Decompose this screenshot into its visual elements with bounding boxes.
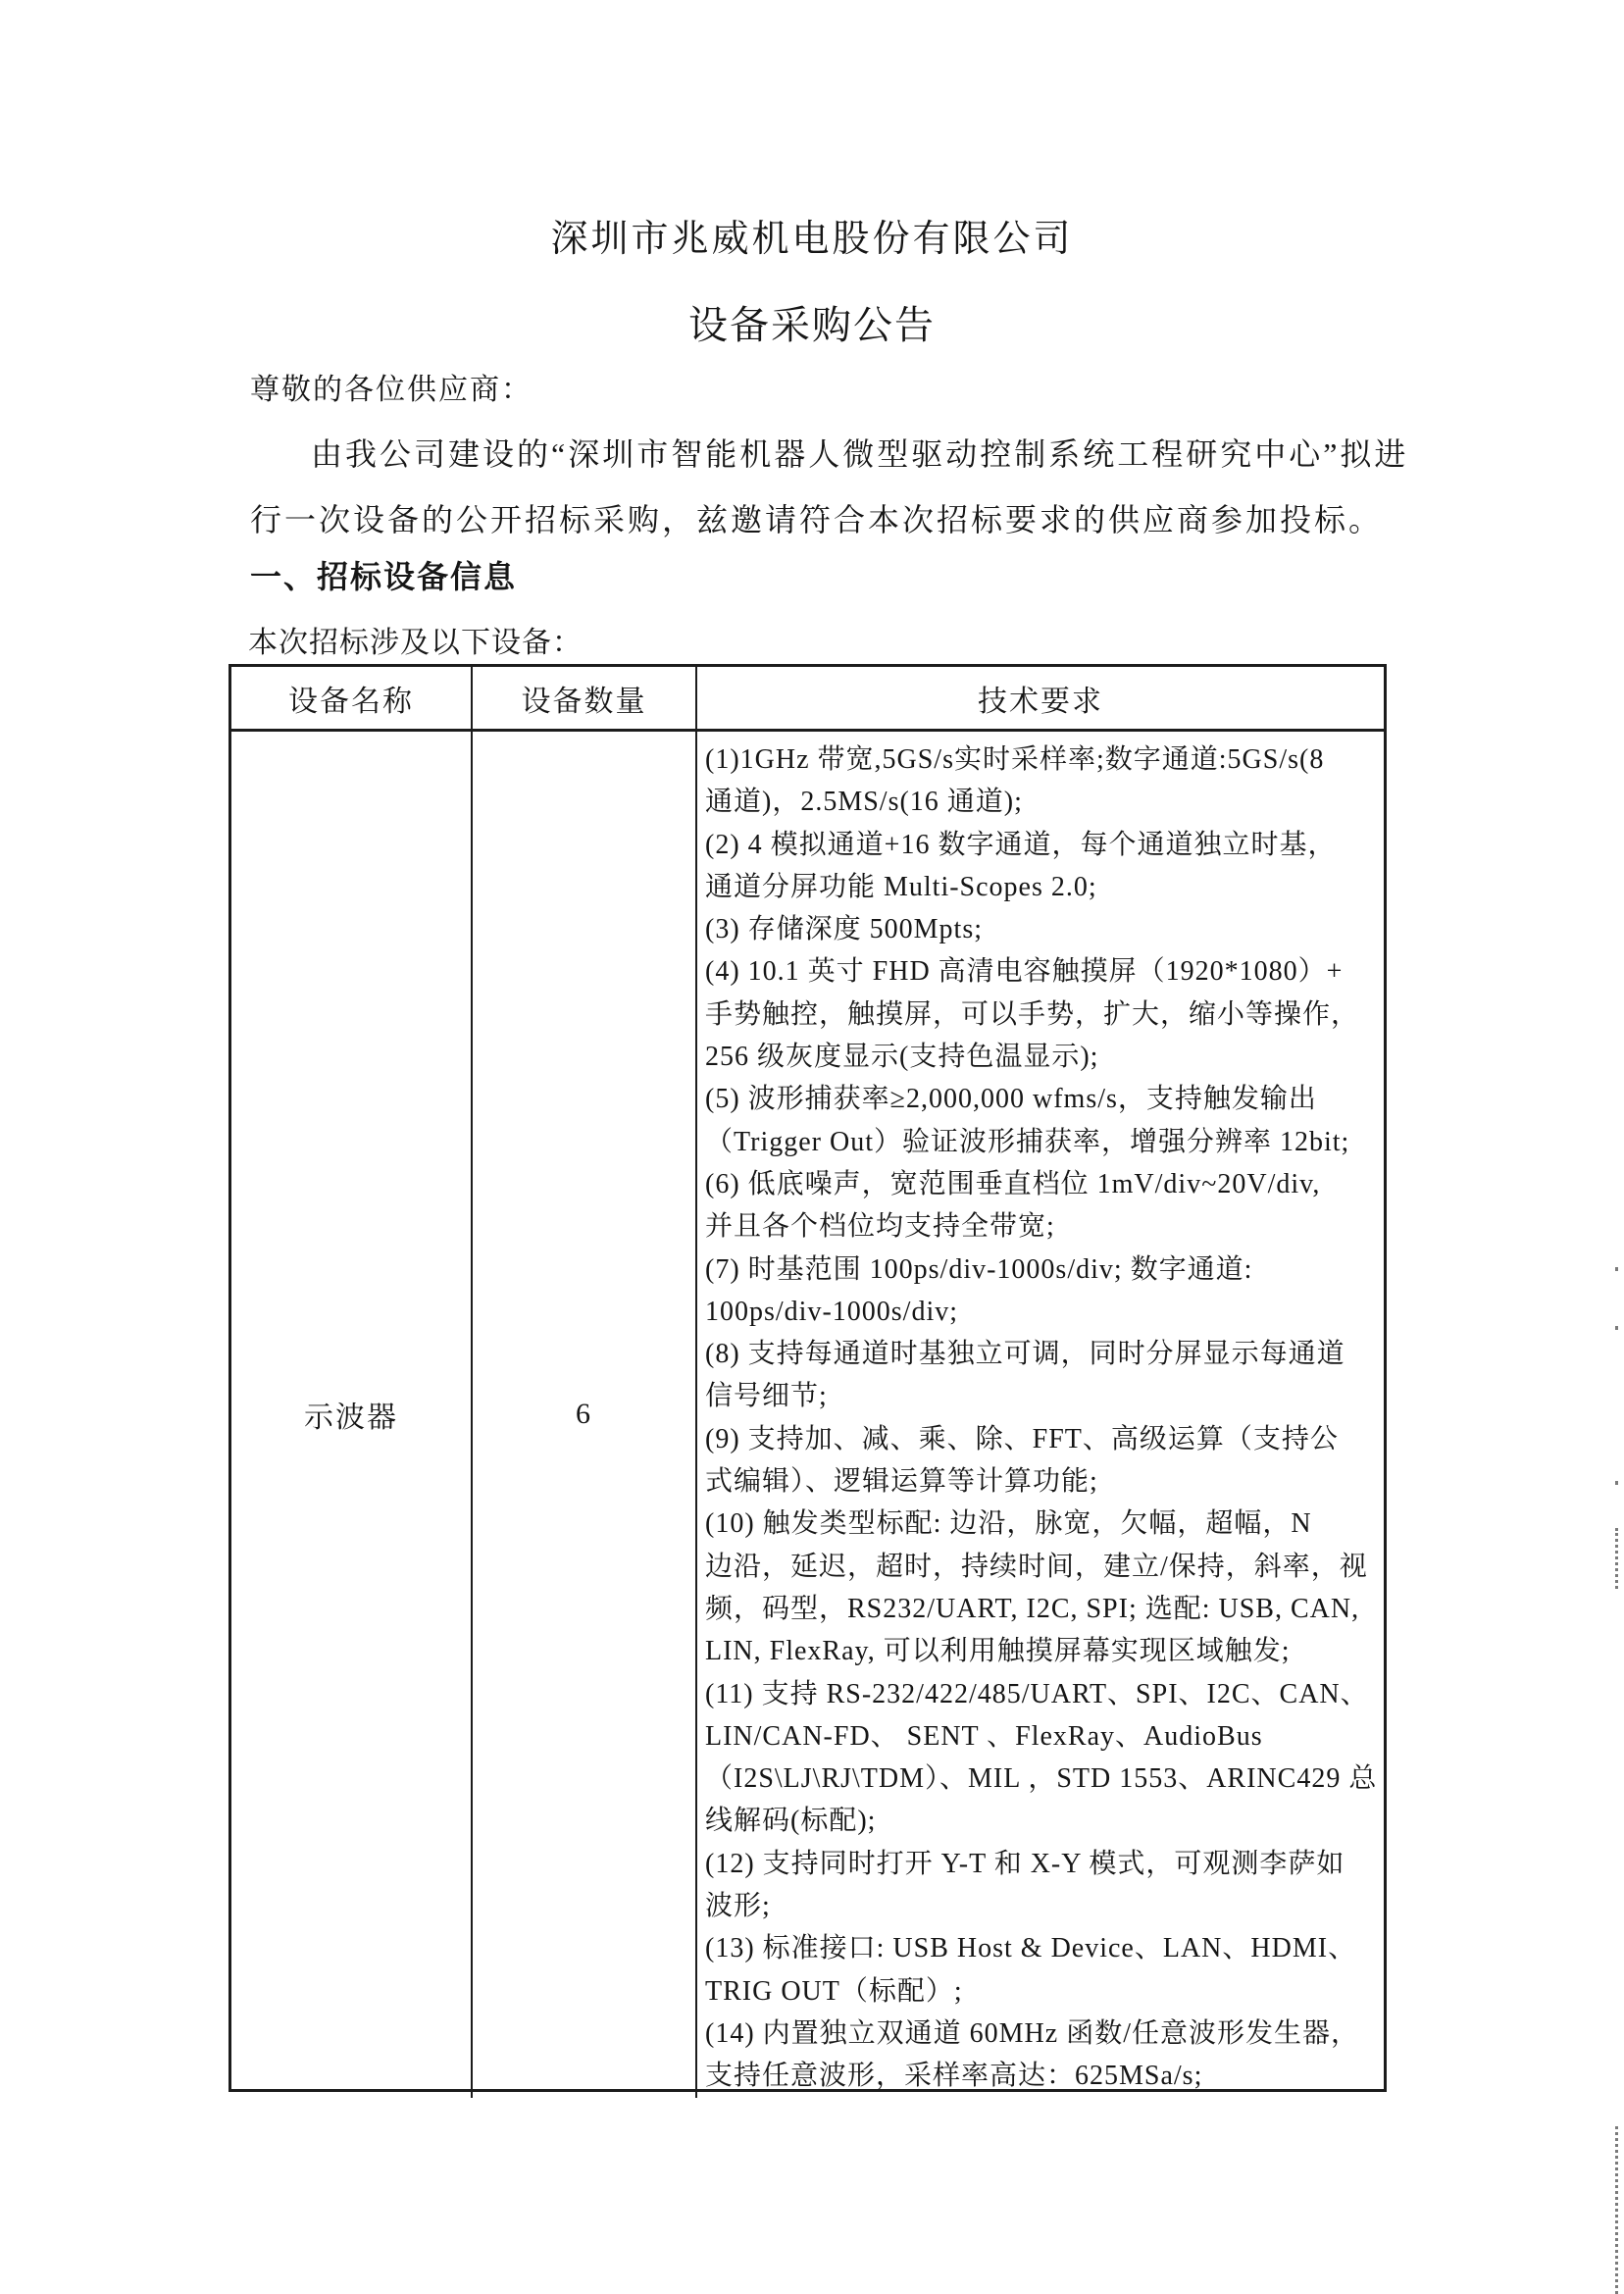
salutation: 尊敬的各位供应商： [250, 374, 533, 406]
scan-artifact [1615, 1528, 1618, 1589]
requirement-line: LIN, FlexRay, 可以利用触摸屏幕实现区域触发; [705, 1636, 1291, 1667]
requirement-line: (8) 支持每通道时基独立可调，同时分屏显示每通道 [705, 1339, 1345, 1370]
device-quantity-cell: 6 [473, 732, 697, 2098]
company-title: 深圳市兆威机电股份有限公司 [550, 219, 1074, 260]
scan-artifact [1615, 1481, 1618, 1485]
requirement-line: (12) 支持同时打开 Y-T 和 X-Y 模式，可观测李萨如 [705, 1848, 1345, 1879]
device-requirements-cell [697, 732, 1384, 2098]
requirement-line: (14) 内置独立双通道 60MHz 函数/任意波形发生器， [705, 2017, 1359, 2049]
scan-artifact [1615, 2126, 1618, 2294]
table-header-requirements: 技术要求 [697, 667, 1384, 732]
table-header-device-name: 设备名称 [231, 667, 473, 732]
table-header-quantity: 设备数量 [473, 667, 697, 732]
requirement-line: 式编辑）、逻辑运算等计算功能; [705, 1466, 1098, 1498]
requirement-line: 波形; [705, 1891, 771, 1922]
requirement-line: 频，码型，RS232/UART, I2C, SPI; 选配: USB, CAN, [705, 1593, 1360, 1624]
requirement-line: (11) 支持 RS-232/422/485/UART、SPI、I2C、CAN、 [705, 1678, 1369, 1709]
requirement-line: 手势触控，触摸屏，可以手势，扩大，缩小等操作， [705, 998, 1360, 1030]
requirement-line: LIN/CAN-FD、 SENT 、FlexRay、AudioBus [705, 1720, 1263, 1752]
requirement-line: 线解码(标配); [705, 1806, 877, 1837]
requirement-line: (13) 标准接口: USB Host & Device、LAN、HDMI、 [705, 1933, 1357, 1964]
equipment-table [228, 664, 1387, 2092]
intro-paragraph-line-2: 行一次设备的公开招标采购，兹邀请符合本次招标要求的供应商参加投标。 [250, 502, 1384, 537]
requirement-line: (3) 存储深度 500Mpts; [705, 914, 984, 945]
requirement-line: （I2S\LJ\RJ\TDM）、MIL ，STD 1553、ARINC429 总 [705, 1763, 1378, 1795]
requirement-line: 支持任意波形，采样率高达：625MSa/s; [705, 2061, 1203, 2092]
requirement-line: (1)1GHz 带宽,5GS/s实时采样率;数字通道:5GS/s(8 [705, 744, 1325, 775]
requirement-line: (4) 10.1 英寸 FHD 高清电容触摸屏（1920*1080）+ [705, 956, 1344, 988]
intro-paragraph-line-1: 由我公司建设的“深圳市智能机器人微型驱动控制系统工程研究中心”拟进 [311, 436, 1409, 472]
requirement-line: 256 级灰度显示(支持色温显示); [705, 1042, 1099, 1073]
table-intro: 本次招标涉及以下设备： [248, 627, 583, 659]
section-heading: 一、招标设备信息 [250, 559, 518, 594]
requirement-line: 通道)，2.5MS/s(16 通道); [705, 787, 1023, 818]
announcement-title: 设备采购公告 [688, 303, 936, 347]
scan-artifact [1615, 1267, 1618, 1271]
requirement-line: (10) 触发类型标配: 边沿，脉宽，欠幅，超幅，N [705, 1508, 1312, 1540]
device-name-cell: 示波器 [231, 732, 473, 2098]
requirement-line: (5) 波形捕获率≥2,000,000 wfms/s，支持触发输出 [705, 1084, 1317, 1115]
requirement-line: 通道分屏功能 Multi-Scopes 2.0; [705, 871, 1097, 902]
requirement-line: 信号细节; [705, 1381, 828, 1412]
requirement-line: (7) 时基范围 100ps/div-1000s/div; 数字通道: [705, 1253, 1253, 1285]
scan-artifact [1615, 1326, 1618, 1330]
requirement-line: (9) 支持加、减、乘、除、FFT、高级运算（支持公 [705, 1423, 1339, 1454]
requirement-line: (2) 4 模拟通道+16 数字通道，每个通道独立时基， [705, 829, 1337, 860]
requirement-line: 100ps/div-1000s/div; [705, 1296, 959, 1327]
requirement-line: （Trigger Out）验证波形捕获率，增强分辨率 12bit; [705, 1126, 1350, 1157]
requirement-line: (6) 低底噪声，宽范围垂直档位 1mV/div~20V/div, [705, 1168, 1321, 1199]
requirement-line: TRIG OUT（标配）; [705, 1975, 963, 2007]
requirement-line: 并且各个档位均支持全带宽; [705, 1211, 1055, 1243]
requirement-line: 边沿，延迟，超时，持续时间，建立/保持，斜率，视 [705, 1551, 1368, 1582]
